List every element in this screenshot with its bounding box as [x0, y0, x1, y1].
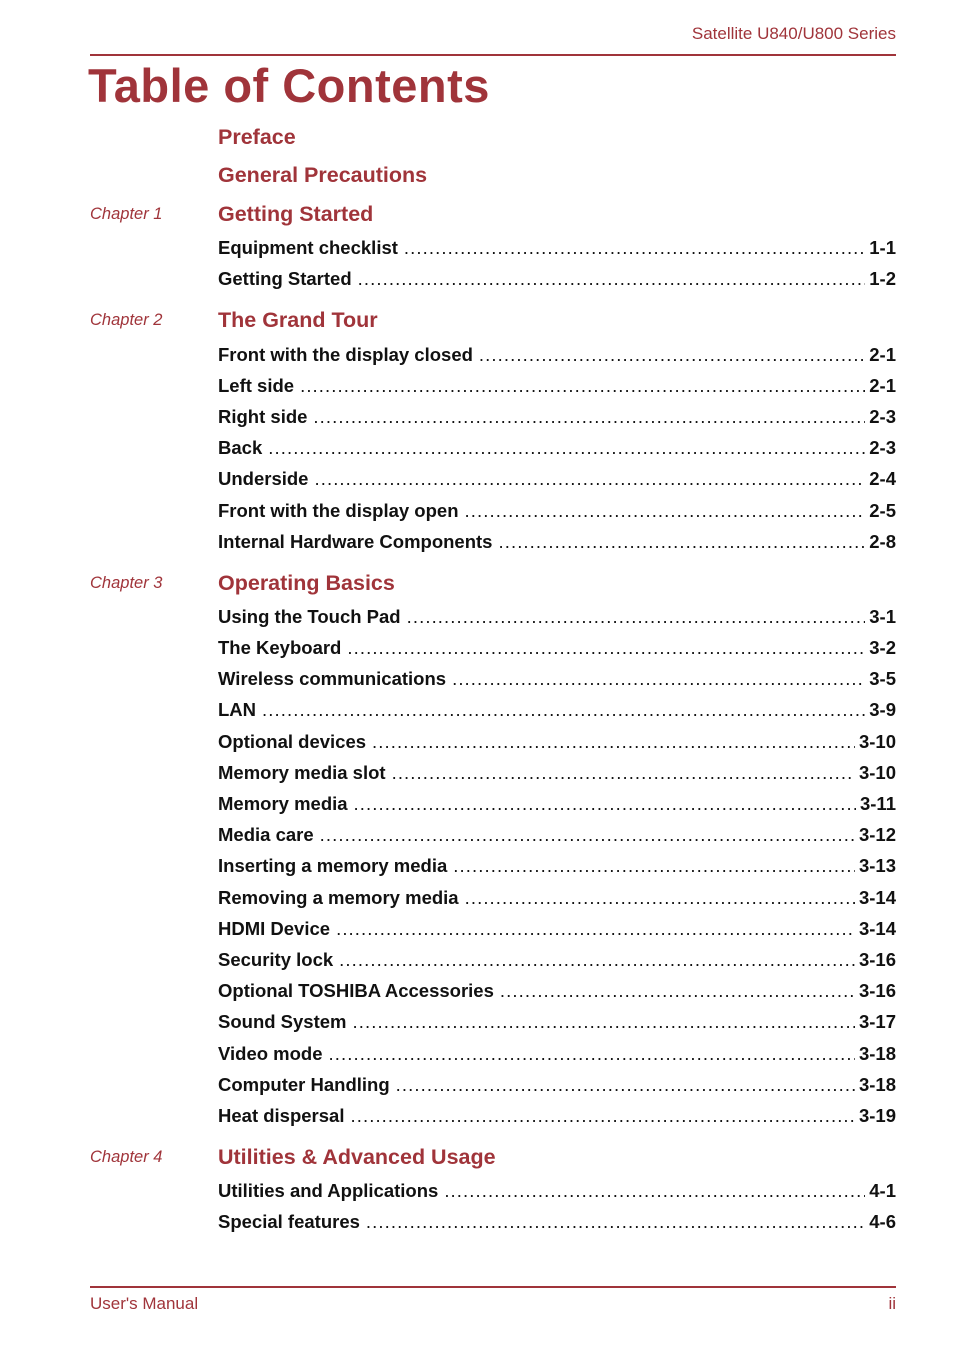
toc-entry-page: 1-1 — [869, 237, 896, 259]
chapter-title-link[interactable]: Getting Started — [218, 202, 374, 226]
toc-entry-text: Special features — [218, 1211, 360, 1233]
toc-entry[interactable] — [218, 877, 896, 908]
dot-leader — [372, 731, 855, 753]
toc-entry-text: Memory media slot — [218, 761, 386, 783]
toc-entry-page: 2-3 — [869, 437, 896, 459]
toc-entry[interactable] — [218, 228, 896, 259]
toc-entry[interactable] — [218, 721, 896, 752]
table-of-contents — [0, 124, 954, 1233]
footer-divider — [90, 1286, 896, 1288]
toc-entry[interactable] — [218, 334, 896, 365]
toc-entry-text: Heat dispersal — [218, 1104, 345, 1126]
toc-entry-page: 3-12 — [858, 824, 896, 846]
dot-leader — [453, 855, 855, 877]
toc-entry-page: 3-10 — [858, 730, 896, 752]
toc-entry[interactable] — [218, 815, 896, 846]
toc-entry-text: Front with the display open — [218, 499, 459, 521]
dot-leader — [339, 949, 855, 971]
toc-entry[interactable] — [218, 459, 896, 490]
toc-entry[interactable] — [218, 846, 896, 877]
toc-entry-page: 3-16 — [858, 980, 896, 1002]
toc-entry-text: Right side — [218, 405, 308, 427]
dot-leader — [392, 762, 855, 784]
toc-entry-page: 3-17 — [858, 1011, 896, 1033]
toc-entry[interactable] — [218, 971, 896, 1002]
toc-link-general-precautions[interactable]: General Precautions — [218, 163, 428, 187]
dot-leader — [407, 606, 866, 628]
toc-entry-text: Underside — [218, 468, 309, 490]
toc-entry-text: Optional TOSHIBA Accessories — [218, 980, 494, 1002]
toc-entry-page: 2-8 — [869, 530, 896, 552]
toc-entry[interactable] — [218, 909, 896, 940]
toc-chapter-4 — [0, 1144, 954, 1233]
dot-leader — [268, 437, 865, 459]
toc-entry-page: 3-19 — [858, 1104, 896, 1126]
toc-entry[interactable] — [218, 428, 896, 459]
toc-entry[interactable] — [218, 1096, 896, 1127]
toc-entry-page: 2-4 — [869, 468, 896, 490]
chapter-label: Chapter 2 — [90, 311, 163, 330]
dot-leader — [366, 1211, 865, 1233]
dot-leader — [350, 1105, 854, 1127]
dot-leader — [444, 1180, 865, 1202]
dot-leader — [396, 1074, 855, 1096]
toc-entry[interactable] — [218, 522, 896, 553]
toc-entry-page: 3-10 — [858, 761, 896, 783]
toc-entry-text: Video mode — [218, 1042, 323, 1064]
dot-leader — [354, 793, 856, 815]
toc-entry-text: Front with the display closed — [218, 343, 473, 365]
toc-entry-text: Security lock — [218, 948, 334, 970]
toc-entry[interactable] — [218, 366, 896, 397]
toc-entry-text: Equipment checklist — [218, 237, 398, 259]
toc-entry-page: 1-2 — [869, 268, 896, 290]
toc-chapter-1 — [0, 201, 954, 290]
chapter-label: Chapter 4 — [90, 1147, 163, 1166]
dot-leader — [262, 699, 865, 721]
toc-entry[interactable] — [218, 628, 896, 659]
dot-leader — [329, 1043, 855, 1065]
dot-leader — [320, 824, 855, 846]
page-number: ii — [888, 1294, 896, 1313]
dot-leader — [500, 980, 855, 1002]
toc-entry-page: 3-11 — [859, 793, 896, 814]
toc-entry-page: 2-1 — [869, 343, 896, 365]
toc-entry-page: 3-16 — [858, 948, 896, 970]
dot-leader — [452, 668, 865, 690]
toc-entry-page: 2-1 — [869, 374, 896, 396]
toc-entry-text: Optional devices — [218, 730, 367, 752]
manual-name: User's Manual — [90, 1294, 199, 1313]
toc-entry-text: Getting Started — [218, 268, 352, 290]
toc-entry[interactable] — [218, 1202, 896, 1233]
toc-chapter-3 — [0, 570, 954, 1127]
dot-leader — [313, 406, 865, 428]
chapter-title-link[interactable]: Operating Basics — [218, 570, 395, 595]
toc-entry[interactable] — [218, 690, 896, 721]
dot-leader — [347, 637, 865, 659]
toc-entry[interactable] — [218, 1065, 896, 1096]
chapter-title-link[interactable]: The Grand Tour — [218, 308, 378, 333]
toc-section-general-precautions — [0, 162, 954, 189]
toc-section-preface — [0, 124, 954, 151]
toc-entry-page: 3-14 — [858, 886, 896, 908]
toc-entry[interactable] — [218, 259, 896, 290]
toc-entry[interactable] — [218, 1171, 896, 1202]
toc-entry[interactable] — [218, 753, 896, 784]
toc-entry[interactable] — [218, 1033, 896, 1064]
toc-entry[interactable] — [218, 490, 896, 521]
dot-leader — [498, 531, 865, 553]
dot-leader — [336, 918, 855, 940]
toc-entry-text: Utilities and Applications — [218, 1180, 439, 1202]
toc-entry-text: HDMI Device — [218, 917, 331, 939]
toc-entry-text: Left side — [218, 374, 295, 396]
toc-entry-page: 3-13 — [858, 855, 896, 877]
toc-entry-text: Using the Touch Pad — [218, 605, 401, 627]
toc-entry[interactable] — [218, 1002, 896, 1033]
toc-entry-page: 4-6 — [869, 1211, 896, 1233]
toc-entry-page: 3-14 — [858, 917, 896, 939]
series-name: Satellite U840/U800 Series — [691, 24, 896, 43]
toc-entry-page: 3-2 — [869, 637, 896, 659]
toc-entry[interactable] — [218, 784, 896, 815]
toc-entry-page: 4-1 — [869, 1180, 896, 1202]
toc-entry[interactable] — [218, 597, 896, 628]
toc-entry-page: 2-5 — [869, 499, 896, 521]
toc-entry-text: Computer Handling — [218, 1073, 390, 1095]
toc-entry-text: The Keyboard — [218, 637, 342, 659]
dot-leader — [353, 1011, 855, 1033]
toc-entry-page: 3-18 — [858, 1073, 896, 1095]
dot-leader — [314, 468, 865, 490]
toc-entry[interactable] — [218, 659, 896, 690]
dot-leader — [358, 268, 866, 290]
toc-entry-text: Media care — [218, 824, 314, 846]
dot-leader — [479, 344, 865, 366]
toc-entry-text: Wireless communications — [218, 668, 447, 690]
toc-entry-text: LAN — [218, 699, 257, 721]
chapter-label: Chapter 1 — [90, 205, 163, 223]
toc-entry-page: 3-18 — [858, 1042, 896, 1064]
toc-entry[interactable] — [218, 940, 896, 971]
toc-entry-text: Removing a memory media — [218, 886, 459, 908]
chapter-title-link[interactable]: Utilities & Advanced Usage — [218, 1144, 496, 1169]
toc-entry-text: Sound System — [218, 1011, 347, 1033]
dot-leader — [300, 375, 865, 397]
header-divider — [90, 54, 896, 56]
toc-link-preface[interactable]: Preface — [218, 125, 296, 149]
toc-entry-page: 3-9 — [869, 699, 896, 721]
toc-entry-page: 2-3 — [869, 405, 896, 427]
toc-entry[interactable] — [218, 397, 896, 428]
dot-leader — [465, 887, 855, 909]
toc-entry-text: Memory media — [218, 793, 348, 814]
chapter-label: Chapter 3 — [90, 573, 163, 592]
toc-entry-page: 3-1 — [869, 605, 896, 627]
toc-entry-page: 3-5 — [869, 668, 896, 690]
toc-entry-text: Back — [218, 437, 263, 459]
page-title: Table of Contents — [88, 59, 490, 112]
dot-leader — [465, 500, 866, 522]
dot-leader — [404, 237, 865, 259]
toc-chapter-2 — [0, 307, 954, 552]
toc-entry-text: Internal Hardware Components — [218, 530, 493, 552]
toc-entry-text: Inserting a memory media — [218, 855, 448, 877]
